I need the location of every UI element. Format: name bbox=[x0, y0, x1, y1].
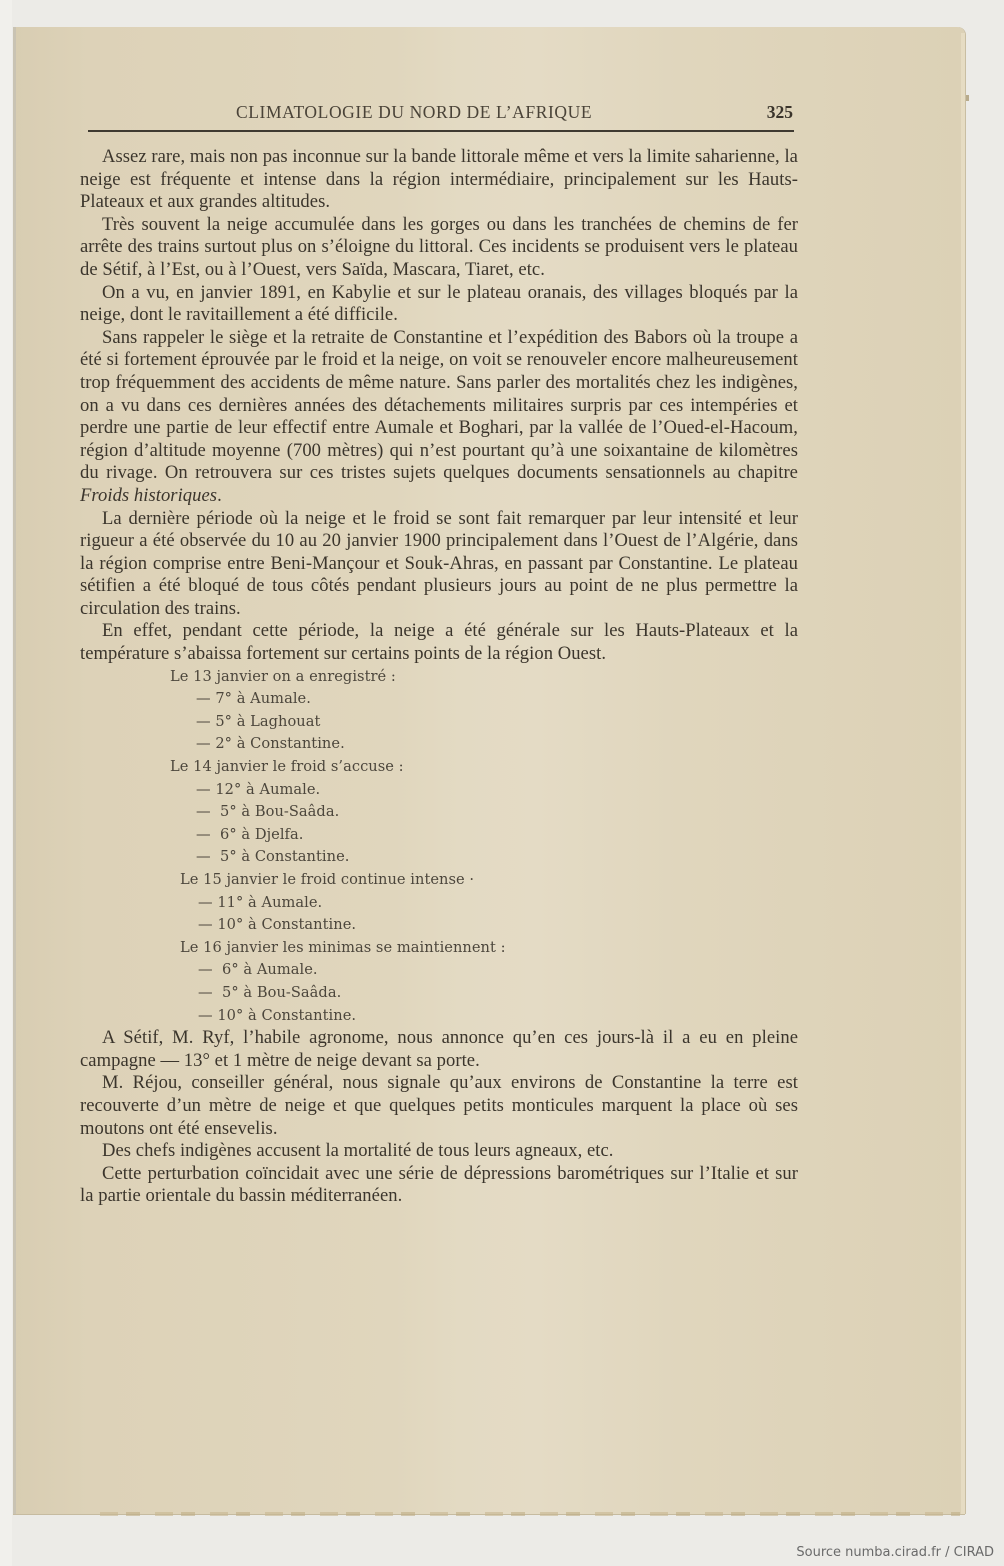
observation-heading-14: Le 14 janvier le froid s’accuse : bbox=[170, 758, 404, 776]
scan-background-strip bbox=[0, 0, 12, 1566]
observation-row: — 5° à Bou-Saâda. bbox=[198, 983, 342, 1001]
babors-end: . bbox=[217, 484, 222, 506]
observation-row: — 6° à Djelfa. bbox=[196, 825, 304, 843]
babors-text: Sans rappeler le siège et la retraite de Constantine et l’expédition des Babors où la troupe a été si fortement éprouvée par le froid et la neige, on voit se renouveler encore malheureusement trop fréquemment des accidents de même nature. Sans parler des mortalités chez les indigènes, on a vu dans ces dernières années des détachements militaires surpris par ces intempéries et perdre une partie de leur effectif entre Aumale et Boghari, par la vallée de l’Oued-el-Hacoum, région d’altitude moyenne (700 mètres) qui n’est pourtant qu’à une soixantaine de kilomètres du rivage. On retrouvera sur ces tristes sujets quelques documents sensationnels au chapitre bbox=[80, 326, 798, 484]
paragraph-rejou: M. Réjou, conseiller général, nous signale qu’aux environs de Constantine la terre est recouverte d’un mètre de neige et que quelques petits monticules marquent la place où ses moutons ont été ensevelis. bbox=[80, 1072, 798, 1139]
paragraph-trains-blocked: Très souvent la neige accumulée dans les gorges ou dans les tranchées de chemins de fer arrête des trains surtout plus on s’éloigne du littoral. Ces incidents se produisent vers le plateau de Sétif, à l’Est, ou à l’Ouest, vers Saïda, Mascara, Tiaret, etc. bbox=[80, 213, 798, 280]
observation-row: — 10° à Constantine. bbox=[198, 1006, 357, 1024]
cross-reference-froids-historiques: Froids historiques bbox=[80, 484, 218, 506]
paragraph-barometric: Cette perturbation coïncidait avec une série de dépressions barométriques sur l’Italie et sur la partie orientale du bassin méditerranéen. bbox=[80, 1162, 798, 1207]
paragraph-snow-frequency: Assez rare, mais non pas inconnue sur la bande littorale même et vers la limite saharienne, la neige est fréquente et intense dans la région intermédiaire, principalement sur les Hauts-Plateaux et aux grandes altitudes. bbox=[80, 146, 798, 213]
observation-row: — 10° à Constantine. bbox=[198, 916, 357, 934]
paragraph-setif-ryf: A Sétif, M. Ryf, l’habile agronome, nous annonce qu’en ces jours-là il a eu en pleine campagne — 13° et 1 mètre de neige devant sa porte. bbox=[80, 1027, 798, 1071]
observation-heading-16: Le 16 janvier les minimas se maintiennent : bbox=[180, 938, 506, 956]
temperature-observations bbox=[80, 666, 798, 1028]
paragraph-babors-expedition bbox=[80, 327, 798, 508]
running-title: CLIMATOLOGIE DU NORD DE L’AFRIQUE bbox=[236, 102, 593, 122]
paragraph-chefs-indigenes: Des chefs indigènes accusent la mortalité de tous leurs agneaux, etc. bbox=[102, 1140, 614, 1162]
source-credit: Source numba.cirad.fr / CIRAD bbox=[796, 1545, 994, 1560]
paragraph-1900-period: La dernière période où la neige et le froid se sont fait remarquer par leur intensité et leur rigueur a été observée du 10 au 20 janvier 1900 principalement dans l’Ouest de l’Algérie, dans la région comprise entre Beni-Mançour et Souk-Ahras, en passant par Constantine. Le plateau sétifien a été bloqué de tous côtés pendant plusieurs jours au point de ne plus permettre la circulation des trains. bbox=[80, 507, 798, 619]
observation-row: — 2° à Constantine. bbox=[196, 735, 345, 753]
observation-heading-13: Le 13 janvier on a enregistré : bbox=[170, 667, 396, 685]
page-edge-nick bbox=[966, 95, 969, 101]
paragraph-1891-villages: On a vu, en janvier 1891, en Kabylie et sur le plateau oranais, des villages bloqués par la neige, dont le ravitaillement a été difficile. bbox=[80, 281, 798, 326]
observation-row: — 5° à Laghouat bbox=[196, 712, 321, 730]
observation-row: — 6° à Aumale. bbox=[198, 961, 318, 979]
observation-row: — 7° à Aumale. bbox=[196, 690, 311, 708]
observation-row: — 11° à Aumale. bbox=[198, 893, 323, 911]
body-text bbox=[80, 146, 798, 1208]
paragraph-temperature-drop: En effet, pendant cette période, la neige a été générale sur les Hauts-Plateaux et la température s’abaissa fortement sur certains points de la région Ouest. bbox=[80, 620, 798, 665]
observation-row: — 5° à Bou-Saâda. bbox=[196, 803, 340, 821]
observation-heading-15: Le 15 janvier le froid continue intense · bbox=[180, 871, 475, 888]
running-head bbox=[88, 102, 793, 128]
page-torn-bottom-edge bbox=[100, 1512, 960, 1516]
observation-row: — 12° à Aumale. bbox=[196, 780, 321, 798]
page-number: 325 bbox=[766, 102, 793, 122]
header-rule bbox=[88, 130, 794, 132]
observation-row: — 5° à Constantine. bbox=[196, 848, 350, 866]
